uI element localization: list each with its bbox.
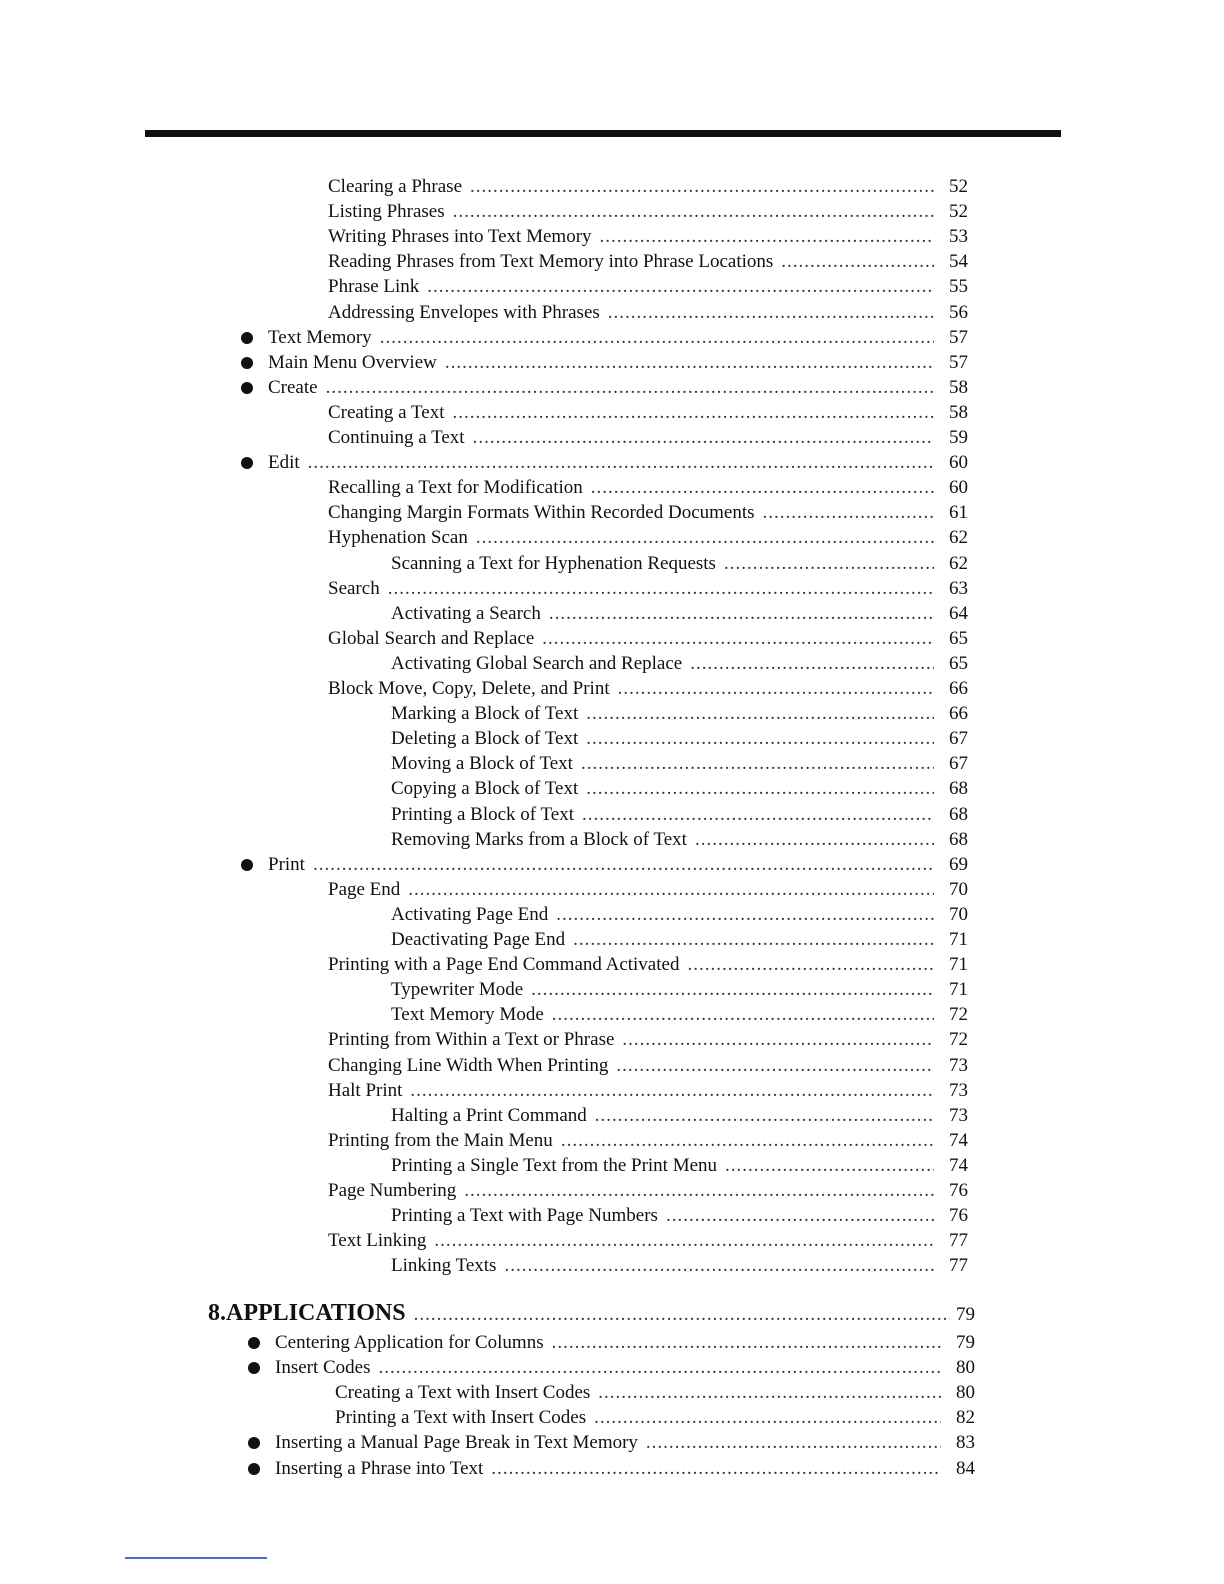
- toc-entry-title: Text Linking: [328, 1230, 427, 1252]
- toc-entry-page: 72: [949, 1029, 968, 1051]
- toc-entry-title: Printing a Text with Page Numbers: [391, 1205, 658, 1227]
- toc-entry-page: 62: [949, 552, 968, 574]
- toc-entry-page: 60: [949, 452, 968, 474]
- chapter-title: APPLICATIONS: [226, 1300, 406, 1326]
- toc-entry: [328, 1053, 968, 1078]
- toc-entry-page: 58: [949, 401, 968, 423]
- toc-entry-title: Phrase Link: [328, 276, 420, 298]
- toc-entry-page: 57: [949, 351, 968, 373]
- toc-entry: [328, 174, 968, 199]
- toc-entry-title: Page Numbering: [328, 1180, 457, 1201]
- toc-entry-title: Marking a Block of Text: [391, 703, 579, 725]
- toc-entry-page: 57: [949, 326, 968, 348]
- toc-entry: [328, 626, 968, 651]
- dot-leader: [445, 350, 934, 375]
- toc-entry-page: 76: [949, 1205, 968, 1227]
- toc-entry: [328, 475, 968, 500]
- toc-entry-page: 73: [949, 1079, 968, 1101]
- dot-leader: [427, 274, 934, 299]
- dot-leader: [573, 927, 934, 952]
- toc-entry-page: 72: [949, 1004, 968, 1026]
- dot-leader: [473, 425, 934, 450]
- toc-entry-title: Linking Texts: [391, 1255, 497, 1277]
- toc-entry-page: 69: [949, 853, 968, 875]
- dot-leader: [687, 952, 934, 977]
- toc-entry: [268, 375, 968, 400]
- dot-leader: [476, 525, 934, 550]
- toc-entry: [391, 701, 968, 726]
- dot-leader: [725, 1153, 934, 1178]
- toc-entry: [391, 651, 968, 676]
- bullet-icon: [248, 1337, 260, 1349]
- toc-entry-page: 70: [949, 878, 968, 900]
- toc-entry-page: 71: [949, 929, 968, 950]
- toc-entry: [391, 551, 968, 576]
- toc-entry: [328, 224, 968, 249]
- toc-entry-title: Text Memory: [268, 326, 372, 348]
- toc-entry-title: Moving a Block of Text: [391, 753, 573, 775]
- toc-entry-title: Inserting a Manual Page Break in Text Memory: [275, 1432, 638, 1454]
- toc-entry: [391, 1153, 968, 1178]
- toc-entry-page: 77: [949, 1230, 968, 1252]
- toc-entry: [391, 1203, 968, 1228]
- dot-leader: [504, 1253, 934, 1278]
- dot-leader: [582, 802, 934, 827]
- toc-entry: [328, 676, 968, 701]
- toc-entry: [328, 1027, 968, 1052]
- dot-leader: [313, 852, 934, 877]
- toc-entry-title: Removing Marks from a Block of Text: [391, 828, 687, 850]
- dot-leader: [666, 1203, 934, 1228]
- dot-leader: [622, 1027, 934, 1052]
- dot-leader: [410, 1078, 934, 1103]
- chapter-page: 79: [956, 1304, 975, 1325]
- toc-entry-page: 66: [949, 703, 968, 725]
- toc-entry: [391, 776, 968, 801]
- toc-entry-title: Main Menu Overview: [268, 351, 437, 373]
- dot-leader: [552, 1330, 941, 1355]
- dot-leader: [594, 1405, 941, 1430]
- toc-entry-title: Create: [268, 376, 318, 398]
- toc-entry: [328, 1078, 968, 1103]
- toc-entry: [391, 802, 968, 827]
- toc-entry-title: Halting a Print Command: [391, 1104, 587, 1126]
- toc-entry-page: 61: [949, 502, 968, 524]
- toc-entry-title: Hyphenation Scan: [328, 527, 468, 549]
- toc-entry-title: Deactivating Page End: [391, 929, 566, 950]
- bullet-icon: [241, 457, 253, 469]
- dot-leader: [618, 676, 934, 701]
- toc-entry-page: 74: [949, 1154, 968, 1176]
- toc-entry-title: Clearing a Phrase: [328, 176, 463, 197]
- toc-entry-page: 73: [949, 1054, 968, 1076]
- dot-leader: [586, 776, 934, 801]
- toc-entry-page: 58: [949, 376, 968, 398]
- toc-entry-title: Writing Phrases into Text Memory: [328, 226, 592, 248]
- toc-entry-title: Global Search and Replace: [328, 627, 535, 649]
- toc-entry-page: 79: [956, 1332, 975, 1353]
- dot-leader: [491, 1456, 941, 1481]
- dot-leader: [591, 475, 934, 500]
- top-rule: [145, 130, 1061, 137]
- dot-leader: [595, 1103, 934, 1128]
- toc-entry-title: Changing Line Width When Printing: [328, 1054, 609, 1076]
- toc-entry-page: 52: [949, 176, 968, 197]
- toc-entry-page: 74: [949, 1129, 968, 1151]
- dot-leader: [781, 249, 934, 274]
- bullet-icon: [241, 332, 253, 344]
- toc-entry: [328, 300, 968, 325]
- dot-leader: [763, 500, 934, 525]
- dot-leader: [600, 224, 934, 249]
- toc-entry: [328, 199, 968, 224]
- toc-entry: [275, 1456, 975, 1481]
- toc-entry-page: 80: [956, 1382, 975, 1404]
- toc-entry-page: 64: [949, 602, 968, 624]
- dot-leader: [388, 576, 934, 601]
- toc-entry-title: Reading Phrases from Text Memory into Phrase Locations: [328, 251, 774, 273]
- dot-leader: [470, 174, 934, 199]
- toc-entry-page: 66: [949, 678, 968, 699]
- toc-entry-title: Halt Print: [328, 1079, 403, 1101]
- toc-entry-page: 65: [949, 652, 968, 674]
- dot-leader: [531, 977, 934, 1002]
- toc-entry: [391, 726, 968, 751]
- toc-entry: [268, 325, 968, 350]
- dot-leader: [464, 1178, 934, 1203]
- toc-entry-title: Page End: [328, 878, 401, 900]
- toc-entry-page: 67: [949, 753, 968, 775]
- toc-entry-title: Activating a Search: [391, 602, 541, 624]
- toc-entry-title: Activating Page End: [391, 903, 549, 925]
- bullet-icon: [241, 382, 253, 394]
- toc-entry: [328, 400, 968, 425]
- toc-entry-title: Addressing Envelopes with Phrases: [328, 301, 600, 323]
- toc-entry-page: 67: [949, 728, 968, 750]
- dot-leader: [561, 1128, 934, 1153]
- toc-entry-title: Centering Application for Columns: [275, 1332, 544, 1353]
- toc-entry: [328, 1128, 968, 1153]
- toc-entry-title: Printing from Within a Text or Phrase: [328, 1029, 615, 1051]
- toc-entry-title: Text Memory Mode: [391, 1004, 544, 1026]
- toc-entry: [391, 1253, 968, 1278]
- toc-entry-title: Recalling a Text for Modification: [328, 477, 583, 499]
- toc-entry-page: 55: [949, 276, 968, 298]
- dot-leader: [724, 551, 934, 576]
- dot-leader: [453, 199, 934, 224]
- dot-leader: [379, 1355, 941, 1380]
- toc-entry-page: 52: [949, 201, 968, 223]
- toc-entry-title: Deleting a Block of Text: [391, 728, 579, 750]
- toc-entry: [391, 927, 968, 952]
- toc-entry: [268, 852, 968, 877]
- toc-entry-page: 68: [949, 778, 968, 800]
- toc-entry-title: Inserting a Phrase into Text: [275, 1457, 484, 1479]
- toc-entry: [328, 576, 968, 601]
- dot-leader: [542, 626, 934, 651]
- bullet-icon: [248, 1463, 260, 1475]
- dot-leader: [414, 1300, 950, 1330]
- toc-entry-title: Edit: [268, 452, 300, 474]
- toc-entry: [268, 350, 968, 375]
- toc-entry-page: 60: [949, 477, 968, 499]
- dot-leader: [380, 325, 934, 350]
- toc-entry-page: 80: [956, 1357, 975, 1379]
- toc-entry: [391, 827, 968, 852]
- chapter-number: 8.: [208, 1300, 226, 1326]
- toc-entry: [391, 751, 968, 776]
- toc-entry-title: Search: [328, 577, 380, 599]
- toc-entry: [268, 450, 968, 475]
- toc-entry: [328, 1228, 968, 1253]
- dot-leader: [690, 651, 934, 676]
- toc-entry-title: Creating a Text with Insert Codes: [335, 1382, 591, 1404]
- toc-entry-page: 83: [956, 1432, 975, 1454]
- toc-entry-title: Printing a Single Text from the Print Menu: [391, 1154, 718, 1176]
- toc-entry-page: 70: [949, 903, 968, 925]
- dot-leader: [549, 601, 934, 626]
- toc-entry-title: Printing with a Page End Command Activated: [328, 954, 680, 976]
- toc-entry-page: 65: [949, 627, 968, 649]
- toc-entry: [391, 902, 968, 927]
- dot-leader: [608, 300, 934, 325]
- toc-entry: [275, 1330, 975, 1355]
- bullet-icon: [248, 1362, 260, 1374]
- toc-entry-page: 82: [956, 1407, 975, 1429]
- toc-entry: [328, 500, 968, 525]
- toc-entry-title: Block Move, Copy, Delete, and Print: [328, 678, 610, 699]
- dot-leader: [552, 1002, 934, 1027]
- toc-entry-title: Copying a Block of Text: [391, 778, 579, 800]
- dot-leader: [616, 1053, 934, 1078]
- dot-leader: [695, 827, 934, 852]
- toc-entry: [391, 601, 968, 626]
- footer-line: [125, 1557, 267, 1559]
- toc-entry-page: 63: [949, 577, 968, 599]
- toc-entry: [391, 1103, 968, 1128]
- bullet-icon: [248, 1437, 260, 1449]
- dot-leader: [556, 902, 934, 927]
- toc-entry-title: Listing Phrases: [328, 201, 445, 223]
- toc-entry-page: 76: [949, 1180, 968, 1201]
- toc-entry-page: 84: [956, 1457, 975, 1479]
- toc-entry-title: Changing Margin Formats Within Recorded Documents: [328, 502, 755, 524]
- bullet-icon: [241, 859, 253, 871]
- dot-leader: [326, 375, 934, 400]
- dot-leader: [434, 1228, 934, 1253]
- toc-entry-page: 53: [949, 226, 968, 248]
- toc-entry-page: 56: [949, 301, 968, 323]
- toc-entry-title: Printing a Block of Text: [391, 803, 575, 825]
- toc-entry-page: 62: [949, 527, 968, 549]
- toc-entry-page: 73: [949, 1104, 968, 1126]
- dot-leader: [646, 1430, 941, 1455]
- dot-leader: [408, 877, 934, 902]
- toc-entry-page: 68: [949, 803, 968, 825]
- toc-entry: [391, 977, 968, 1002]
- toc-entry-title: Insert Codes: [275, 1357, 371, 1379]
- toc-entry: [328, 1178, 968, 1203]
- toc-entry: [328, 525, 968, 550]
- toc-entry: [335, 1380, 975, 1405]
- dot-leader: [598, 1380, 941, 1405]
- toc-entry: [328, 952, 968, 977]
- toc-entry: [328, 877, 968, 902]
- toc-entry-title: Print: [268, 853, 305, 875]
- dot-leader: [308, 450, 934, 475]
- dot-leader: [586, 701, 934, 726]
- toc-entry: [275, 1430, 975, 1455]
- toc-entry: [328, 425, 968, 450]
- toc-entry: [335, 1405, 975, 1430]
- toc-entry-page: 71: [949, 979, 968, 1001]
- toc-entry-page: 68: [949, 828, 968, 850]
- toc-entry-page: 54: [949, 251, 968, 273]
- toc-entry-title: Printing a Text with Insert Codes: [335, 1407, 587, 1429]
- dot-leader: [581, 751, 934, 776]
- toc-entry-page: 77: [949, 1255, 968, 1277]
- toc-entry: [275, 1355, 975, 1380]
- dot-leader: [453, 400, 934, 425]
- toc-entry: [328, 274, 968, 299]
- dot-leader: [586, 726, 934, 751]
- toc-entry: [391, 1002, 968, 1027]
- toc-entry-page: 59: [949, 427, 968, 448]
- toc-entry-title: Activating Global Search and Replace: [391, 652, 683, 674]
- toc-entry-title: Continuing a Text: [328, 427, 465, 448]
- toc-entry-title: Typewriter Mode: [391, 979, 524, 1001]
- toc-entry-title: Printing from the Main Menu: [328, 1129, 553, 1151]
- toc-entry-page: 71: [949, 954, 968, 976]
- toc-entry-title: Creating a Text: [328, 401, 445, 423]
- toc-entry-title: Scanning a Text for Hyphenation Requests: [391, 552, 716, 574]
- bullet-icon: [241, 357, 253, 369]
- chapter-heading: [208, 1298, 975, 1328]
- toc-entry: [328, 249, 968, 274]
